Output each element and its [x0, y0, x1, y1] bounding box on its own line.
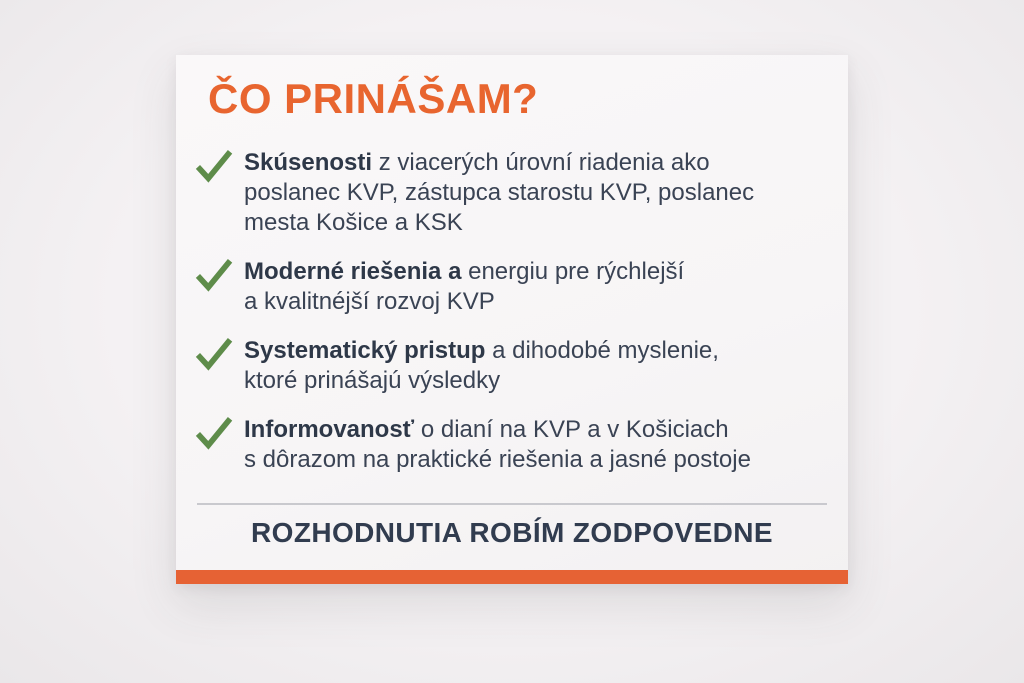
- divider: [197, 503, 827, 505]
- benefit-item: [176, 415, 848, 475]
- benefit-line: Moderné riešenia a energiu pre rýchlejší: [244, 258, 685, 285]
- benefit-line: a kvalitnéjší rozvoj KVP: [244, 288, 495, 315]
- benefit-lead: Moderné riešenia a: [244, 258, 462, 285]
- benefit-line: mesta Košice a KSK: [244, 209, 463, 236]
- info-card: [176, 55, 848, 584]
- benefits-list: [176, 148, 848, 494]
- benefit-line: poslanec KVP, zástupca starostu KVP, poslanec: [244, 179, 755, 206]
- check-icon: [195, 337, 233, 371]
- benefit-text: [244, 257, 848, 317]
- check-icon: [195, 149, 233, 183]
- benefit-line: Systematický pristup a dihodobé myslenie,: [244, 337, 719, 364]
- accent-bar: [176, 570, 848, 584]
- benefit-line: Informovanosť o dianí na KVP a v Košiciach: [244, 416, 729, 443]
- benefit-lead: Skúsenosti: [244, 149, 373, 176]
- check-icon: [195, 416, 233, 450]
- benefit-text: [244, 415, 848, 475]
- benefit-text: [244, 336, 848, 396]
- benefit-text: [244, 148, 848, 238]
- footer-slogan: ROZHODNUTIA ROBÍM ZODPOVEDNE: [251, 517, 773, 548]
- benefit-lead: Informovanosť: [244, 416, 415, 443]
- benefit-item: [176, 257, 848, 317]
- benefit-line: s dôrazom na praktické riešenia a jasné postoje: [244, 446, 751, 473]
- benefit-item: [176, 336, 848, 396]
- benefit-line: Skúsenosti z viacerých úrovní riadenia ako: [244, 149, 710, 176]
- check-icon: [195, 258, 233, 292]
- benefit-lead: Systematický pristup: [244, 337, 486, 364]
- benefit-line: ktoré prinášajú výsledky: [244, 367, 501, 394]
- page-title: ČO PRINÁŠAM?: [208, 75, 539, 122]
- benefit-item: [176, 148, 848, 238]
